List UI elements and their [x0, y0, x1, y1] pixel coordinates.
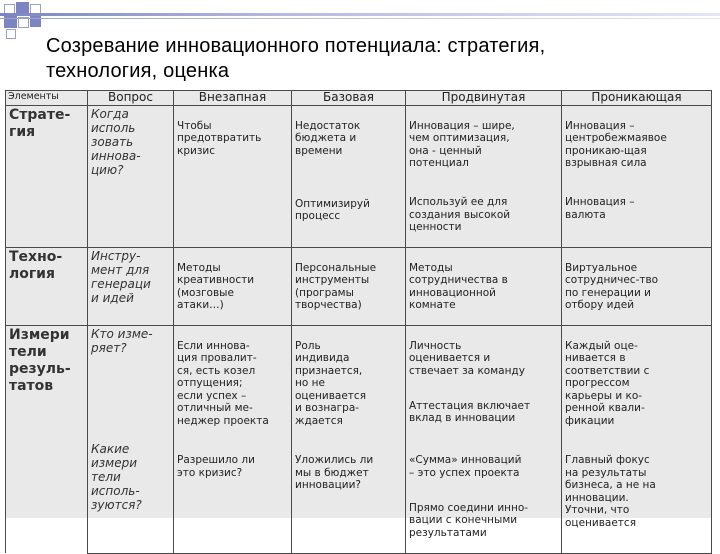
table-row	[6, 248, 712, 326]
prodvinutaya-cell	[406, 248, 562, 326]
bazovaya-cell	[292, 248, 406, 326]
pronikayushchaya-cell	[562, 441, 712, 554]
cell-text: Оптимизируй процесс	[295, 197, 370, 222]
element-cell	[6, 106, 88, 248]
cell-text: Разрешило ли это кризис?	[177, 454, 255, 479]
bazovaya-cell	[292, 326, 406, 441]
vnezapnaya-cell	[174, 441, 292, 554]
cell-text: Роль индивида признается, но не оценивается и вознагра- ждается	[295, 339, 367, 427]
cell-text: Методы сотрудничества в инновационной комнате	[409, 261, 508, 311]
cell-text: Виртуальное сотрудничес-тво по генерации и отбору идей	[565, 261, 659, 311]
element-label: Техно- логия	[9, 249, 63, 282]
header-cell: Продвинутая	[406, 91, 562, 106]
cell-text: Инновация – центробежмаявое проникаю-щая взрывная сила	[565, 119, 667, 169]
element-label: Страте- гия	[9, 107, 71, 140]
cell-text: Инновация – шире, чем оптимизация, она - ценный потенциал	[409, 119, 515, 169]
vnezapnaya-cell	[174, 106, 292, 248]
header-cell: Внезапная	[174, 91, 292, 106]
element-cell	[6, 248, 88, 326]
bazovaya-cell	[292, 106, 406, 248]
cell-text: Если иннова- ция провалит- ся, есть козел отпущения; если успех – отличный ме- неджер проекта	[177, 339, 269, 427]
question-text: Кто изме- ряет?	[91, 327, 153, 355]
vnezapnaya-cell	[174, 326, 292, 441]
question-text: Когда исполь зовать иннова- цию?	[91, 107, 141, 177]
cell-text: Каждый оце- нивается в соответствии с прогрессом карьеры и ко- ренной квали- фикации	[565, 339, 650, 427]
top-stripe	[0, 13, 720, 16]
table-row	[6, 326, 712, 441]
header-cell: Базовая	[292, 91, 406, 106]
element-label: Измери тели резуль- татов	[9, 327, 71, 394]
slide-title	[46, 34, 686, 84]
pronikayushchaya-cell	[562, 248, 712, 326]
element-cell	[6, 326, 88, 554]
top-stripe-thin	[0, 18, 720, 19]
slide-title-line1: Созревание инновационного потенциала: стратегия,	[46, 35, 546, 57]
header-cell: Проникающая	[562, 91, 712, 106]
cell-text: Прямо соедини инно- вации с конечными результатами	[409, 501, 529, 539]
header-cell: Элементы	[6, 91, 88, 106]
cell-text: Используй ее для создания высокой ценности	[409, 196, 511, 233]
decor-square	[4, 15, 17, 28]
question-cell	[88, 106, 174, 248]
question-cell	[88, 441, 174, 554]
header-cell: Вопрос	[88, 91, 174, 106]
decor-square	[6, 29, 16, 39]
bazovaya-cell	[292, 441, 406, 554]
vnezapnaya-cell	[174, 248, 292, 326]
prodvinutaya-cell	[406, 106, 562, 248]
prodvinutaya-cell	[406, 326, 562, 441]
slide-title-line2: технология, оценка	[46, 60, 230, 82]
cell-text: Главный фокус на результаты бизнеса, а не на инновации. Уточни, что оценивается	[565, 454, 656, 529]
cell-text: Недостаток бюджета и времени	[295, 119, 361, 157]
table-row	[6, 441, 712, 554]
cell-text: Чтобы предотвратить кризис	[177, 119, 262, 157]
cell-text: Уложились ли мы в бюджет инновации?	[295, 454, 374, 491]
table-header-row	[6, 91, 712, 106]
cell-text: Аттестация включает вклад в инновации	[409, 399, 531, 424]
table-row	[6, 106, 712, 248]
maturity-table	[5, 90, 712, 554]
cell-text: Методы креативности (мозговые атаки…)	[177, 261, 255, 311]
cell-text: «Сумма» инноваций – это успех проекта	[409, 454, 522, 479]
question-text: Инстру- мент для генераци и идей	[91, 249, 151, 305]
question-cell	[88, 248, 174, 326]
pronikayushchaya-cell	[562, 326, 712, 441]
cell-text: Личность оценивается и ствечает за команду	[409, 339, 525, 377]
cell-text: Инновация – валюта	[565, 196, 635, 221]
question-text: Какие измери тели исполь- зуются?	[91, 441, 142, 512]
scanned-table-image	[5, 90, 711, 539]
prodvinutaya-cell	[406, 441, 562, 554]
cell-text: Персональные инструменты (програмы творчества)	[295, 261, 377, 311]
question-cell	[88, 326, 174, 441]
pronikayushchaya-cell	[562, 106, 712, 248]
